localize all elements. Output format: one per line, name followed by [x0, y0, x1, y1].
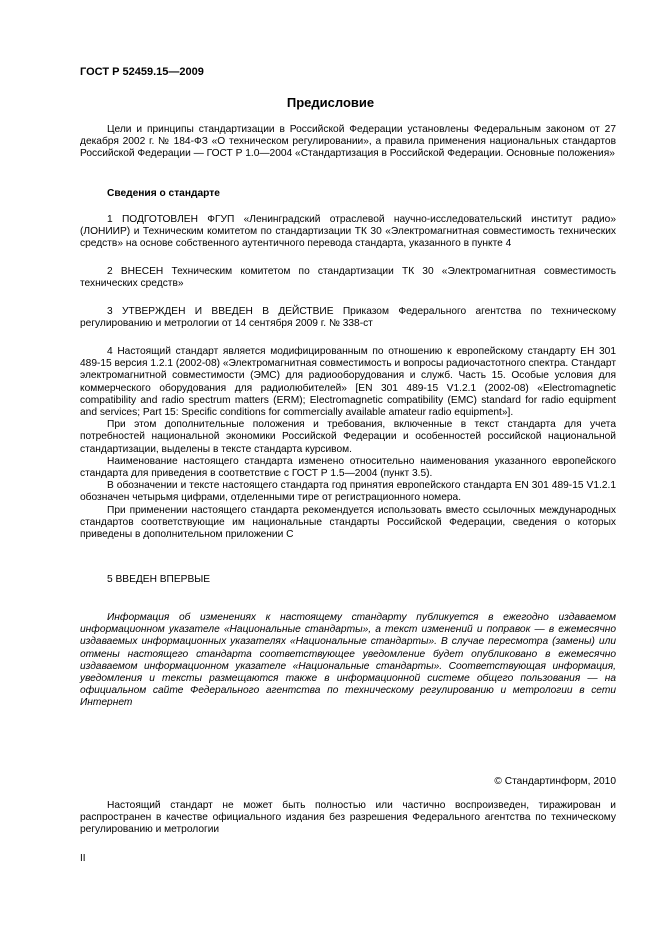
document-code: ГОСТ Р 52459.15—2009	[80, 66, 204, 78]
item-1	[80, 214, 616, 251]
item-4-note-year: В обозначении и тексте настоящего стандарта год принятия европейского стандарта EN 301 489-15 V1.2.1 обозначен четырьмя цифрами, отделенными тире от регистрационного номера.	[80, 480, 616, 504]
item-3	[80, 306, 616, 330]
item-2	[80, 266, 616, 290]
item-4	[80, 346, 616, 541]
intro-text: Цели и принципы стандартизации в Российской Федерации установлены Федеральным законом от 27 декабря 2002 г. № 184-ФЗ «О техническом регулировании», а правила применения национальных стандартов Российской Федерации — ГОСТ Р 1.0—2004 «Стандартизация в Российской Федерации. Основные положения»	[80, 124, 616, 160]
item-4-text: 4 Настоящий стандарт является модифицированным по отношению к европейскому стандарту ЕН 301 489-15 версия 1.2.1 (2002-08) «Электромагнитная совместимость и вопросы радиочастотного спектра. Стандарт электромагнитной совместимости (ЭМС) для радиооборудования и служб. Часть 15. Особые условия для коммерческого оборудования для радиолюбителей» [EN 301 489-15 V1.2.1 (2002-08) «Electromagnetic compatibility and radio spectrum matters (ERM); Electromagnetic compatibility (EMC) standard for radio equipment and services; Part 15: Specific conditions for commercially available amateur radio equipment»].	[80, 346, 616, 419]
item-4-note-references: При применении настоящего стандарта рекомендуется использовать вместо ссылочных международных стандартов соответствующие им национальные стандарты Российской Федерации, сведения о которых приведены в дополнительном приложении С	[80, 504, 616, 541]
notice-text: Информация об изменениях к настоящему стандарту публикуется в ежегодно издаваемом информационном указателе «Национальные стандарты», а текст изменений и поправок — в ежемесячно издаваемых информационных указателях «Национальные стандарты». В случае пересмотра (замены) или отмены настоящего стандарта соответствующее уведомление будет опубликовано в ежемесячно издаваемом информационном указателе «Национальные стандарты». Соответствующая информация, уведомления и тексты размещаются также в информационной системе общего пользования — на официальном сайте Федерального агентства по техническому регулированию и метрологии в сети Интернет	[80, 612, 616, 709]
page-number: II	[80, 853, 86, 864]
rights-block	[80, 800, 616, 837]
item-4-note-national: При этом дополнительные положения и требования, включенные в текст стандарта для учета потребностей национальной экономики Российской Федерации и особенностей российской национальной стандартизации, выделены в тексте стандарта курсивом.	[80, 419, 616, 455]
info-heading-block	[80, 188, 616, 200]
item-5	[80, 574, 616, 586]
intro-paragraph	[80, 124, 616, 161]
info-heading: Сведения о стандарте	[107, 188, 220, 199]
item-5-text: 5 ВВЕДЕН ВПЕРВЫЕ	[107, 574, 211, 585]
page-title: Предисловие	[286, 95, 375, 110]
copyright: © Стандартинформ, 2010	[494, 776, 616, 787]
item-3-text: 3 УТВЕРЖДЕН И ВВЕДЕН В ДЕЙСТВИЕ Приказом Федерального агентства по техническому регулированию и метрологии от 14 сентября 2009 г. № 338-ст	[80, 306, 616, 330]
item-4-note-name: Наименование настоящего стандарта изменено относительно наименования указанного европейского стандарта для приведения в соответствие с ГОСТ Р 1.5—2004 (пункт 3.5).	[80, 455, 616, 480]
notice-block	[80, 612, 616, 710]
item-2-text: 2 ВНЕСЕН Техническим комитетом по стандартизации ТК 30 «Электромагнитная совместимость технических средств»	[80, 266, 616, 290]
item-1-text: 1 ПОДГОТОВЛЕН ФГУП «Ленинградский отраслевой научно-исследовательский институт радио» (ЛОНИИР) и Техническим комитетом по стандартизации ТК 30 «Электромагнитная совместимость технических средств» на основе собственного аутентичного перевода стандарта, указанного в пункте 4	[80, 214, 616, 250]
rights-text: Настоящий стандарт не может быть полностью или частично воспроизведен, тиражирован и распространен в качестве официального издания без разрешения Федерального агентства по техническому регулированию и метрологии	[80, 800, 616, 836]
